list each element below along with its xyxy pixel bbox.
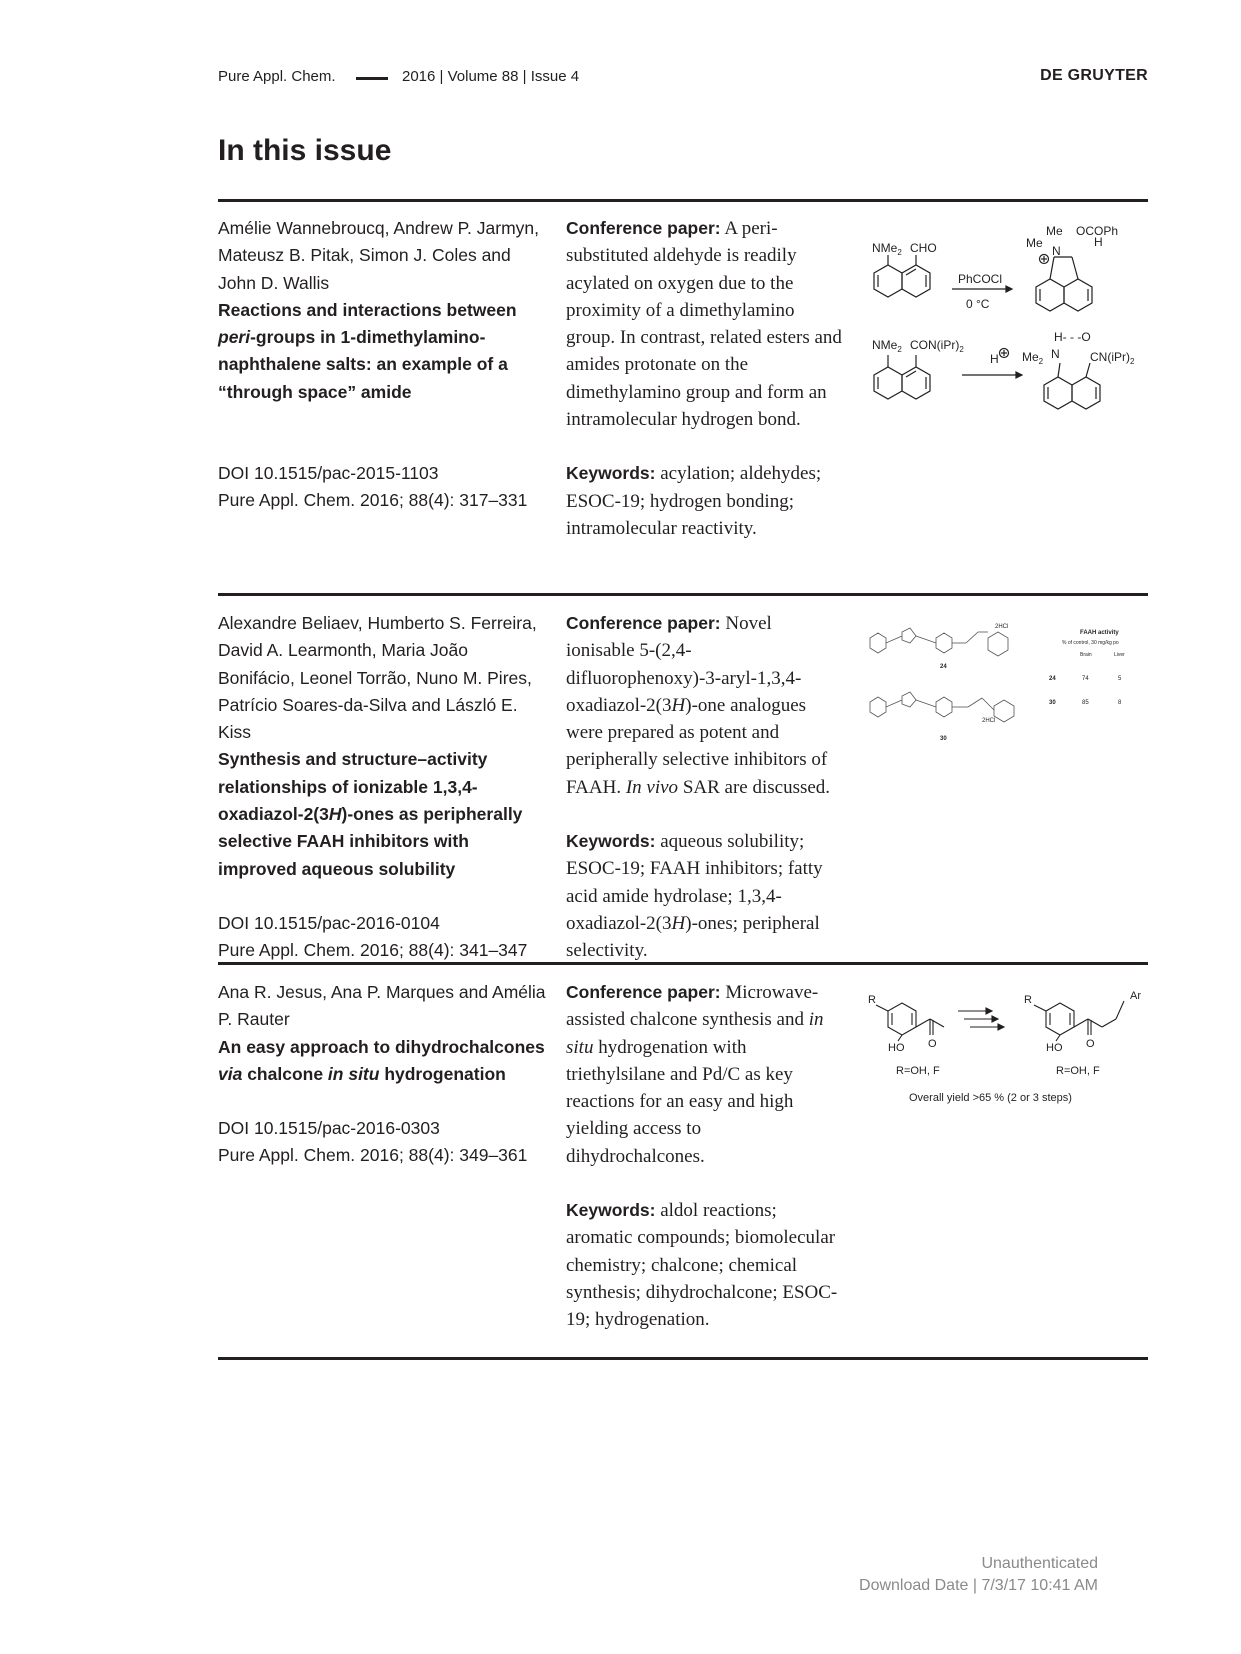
page-title: In this issue (218, 134, 392, 167)
svg-text:N: N (1051, 347, 1060, 361)
abstract-text: Conference paper: Microwave-assisted chalcone synthesis and in situ hydrogenation with triethylsilane and Pd/C as key reactions for an easy and high yielding access to dihydrochalcones. (566, 982, 824, 1167)
article-doi[interactable]: DOI 10.1515/pac-2015-1103 (218, 463, 439, 484)
svg-text:Liver: Liver (1114, 652, 1125, 658)
structure-table-2 (858, 610, 1148, 760)
naphthalene-ring-2 (874, 355, 930, 399)
abstract-text: Conference paper: Novel ionisable 5-(2,4-difluorophenoxy)-3-aryl-1,3,4-oxadiazol-2(3H)-one analogues were prepared as potent and peripherally selective inhibitors of FAAH. In vivo SAR are discussed. (566, 613, 831, 798)
article-citation: Pure Appl. Chem. 2016; 88(4): 317–331 (218, 490, 528, 511)
svg-text:R: R (1024, 994, 1032, 1006)
divider-1 (218, 593, 1148, 596)
svg-text:OCOPh: OCOPh (1076, 224, 1119, 238)
svg-text:Ar: Ar (1130, 990, 1141, 1002)
svg-text:H: H (990, 352, 999, 366)
svg-text:PhCOCl: PhCOCl (958, 272, 1003, 286)
svg-text:NMe2: NMe$_2$ (872, 241, 902, 257)
abstract-text: Conference paper: A peri-substituted aldehyde is readily acylated on oxygen due to the proximity of a dimethylamino group. In contrast, related esters and amides protonate on the dimethylamino group and form an intramolecular hydrogen bond. (566, 218, 842, 431)
keywords: Keywords: acylation; aldehydes; ESOC-19; hydrogen bonding; intramolecular reactivity. (566, 463, 822, 539)
article-abstract (566, 215, 844, 542)
svg-text:O: O (1086, 1038, 1095, 1050)
publisher-logo: DE GRUYTER (1040, 67, 1148, 84)
svg-text:5: 5 (1118, 676, 1122, 682)
reaction-scheme-1 (858, 215, 1148, 415)
download-footer (859, 1553, 1098, 1597)
svg-text:24: 24 (1049, 676, 1056, 682)
article-meta (218, 215, 548, 515)
header-dash (356, 77, 388, 80)
article-title[interactable]: Reactions and interactions between peri-groups in 1-dimethylamino-naphthalene salts: an example of a “through space” amide (218, 299, 517, 402)
keywords: Keywords: aldol reactions; aromatic compounds; biomolecular chemistry; chalcone; chemical synthesis; dihydrochalcone; ESOC-19; hydrogenation. (566, 1200, 838, 1331)
svg-text:H: H (1094, 235, 1103, 249)
article-authors: Ana R. Jesus, Ana P. Marques and Amélia P. Rauter (218, 982, 546, 1030)
article-citation: Pure Appl. Chem. 2016; 88(4): 349–361 (218, 1145, 528, 1166)
article-doi[interactable]: DOI 10.1515/pac-2016-0104 (218, 912, 440, 933)
svg-text:CON(iPr)2: $CON(iPr)_2$ (910, 338, 964, 354)
article-citation: Pure Appl. Chem. 2016; 88(4): 341–347 (218, 940, 528, 961)
svg-text:2HCl: 2HCl (982, 718, 996, 724)
svg-text:H- - -O: H- - -O (1054, 330, 1091, 344)
svg-text:85: 85 (1082, 700, 1089, 706)
naphthalene-ring (874, 255, 930, 297)
svg-text:NMe2: NMe$_2$ (872, 338, 902, 354)
svg-text:Me2: $Me_2$ (1022, 350, 1044, 366)
svg-text:FAAH activity: FAAH activity (1080, 630, 1119, 636)
keywords: Keywords: aqueous solubility; ESOC-19; FAAH inhibitors; fatty acid amide hydrolase; 1,3,4-oxadiazol-2(3H)-ones; peripheral selectivity. (566, 831, 823, 962)
svg-text:HO: HO (888, 1042, 905, 1054)
svg-text:R: R (868, 994, 876, 1006)
svg-text:Me: Me (1046, 224, 1063, 238)
svg-text:% of control, 30 mg/kg po: % of control, 30 mg/kg po (1062, 640, 1119, 646)
svg-text:Brain: Brain (1080, 652, 1092, 658)
article-title[interactable]: Synthesis and structure–activity relationships of ionizable 1,3,4-oxadiazol-2(3H)-ones as peripherally selective FAAH inhibitors with improved aqueous solubility (218, 749, 523, 879)
auth-status: Unauthenticated (981, 1555, 1098, 1572)
issue-info: 2016 | Volume 88 | Issue 4 (402, 68, 580, 85)
svg-text:8: 8 (1118, 700, 1122, 706)
svg-text:CHO: CHO (910, 241, 937, 255)
download-date: Download Date | 7/3/17 10:41 AM (859, 1577, 1098, 1594)
svg-text:CN(iPr)2: $CN(iPr)_2$ (1090, 350, 1135, 366)
product-ring-2 (1044, 363, 1100, 409)
svg-text:Overall yield >65 % (2 or 3 st: Overall yield >65 % (2 or 3 steps) (909, 1092, 1072, 1104)
compound-24-structure (870, 628, 1008, 656)
divider-bottom (218, 1357, 1148, 1360)
journal-name: Pure Appl. Chem. (218, 68, 336, 85)
divider-top (218, 199, 1148, 202)
svg-text:R=OH, F: R=OH, F (1056, 1065, 1100, 1077)
chalcone-ring (876, 1003, 944, 1041)
svg-text:HO: HO (1046, 1042, 1063, 1054)
article-meta (218, 979, 548, 1170)
article-title[interactable]: An easy approach to dihydrochalcones via chalcone in situ hydrogenation (218, 1036, 545, 1084)
svg-text:N: N (1052, 244, 1061, 258)
article-authors: Alexandre Beliaev, Humberto S. Ferreira, David A. Learmonth, Maria João Bonifácio, Leonel Torrão, Nuno M. Pires, Patrício Soares-da-Silva and László E. Kiss (218, 613, 537, 743)
svg-text:30: 30 (1049, 700, 1056, 706)
divider-2 (218, 962, 1148, 965)
article-abstract (566, 610, 844, 965)
product-ring-1 (1036, 257, 1092, 311)
svg-text:30: 30 (940, 736, 947, 742)
svg-text:R=OH, F: R=OH, F (896, 1065, 940, 1077)
svg-text:74: 74 (1082, 676, 1089, 682)
running-header (218, 66, 1148, 90)
svg-text:O: O (928, 1038, 937, 1050)
reaction-scheme-3 (858, 979, 1148, 1119)
dihydrochalcone-ring (1034, 1001, 1124, 1041)
svg-text:2HCl: 2HCl (995, 624, 1009, 630)
article-meta (218, 610, 548, 965)
article-abstract (566, 979, 844, 1334)
svg-text:0 °C: 0 °C (966, 297, 990, 311)
article-authors: Amélie Wannebroucq, Andrew P. Jarmyn, Mateusz B. Pitak, Simon J. Coles and John D. Wallis (218, 218, 539, 293)
svg-text:24: 24 (940, 664, 947, 670)
article-doi[interactable]: DOI 10.1515/pac-2016-0303 (218, 1118, 440, 1139)
svg-text:Me: Me (1026, 236, 1043, 250)
